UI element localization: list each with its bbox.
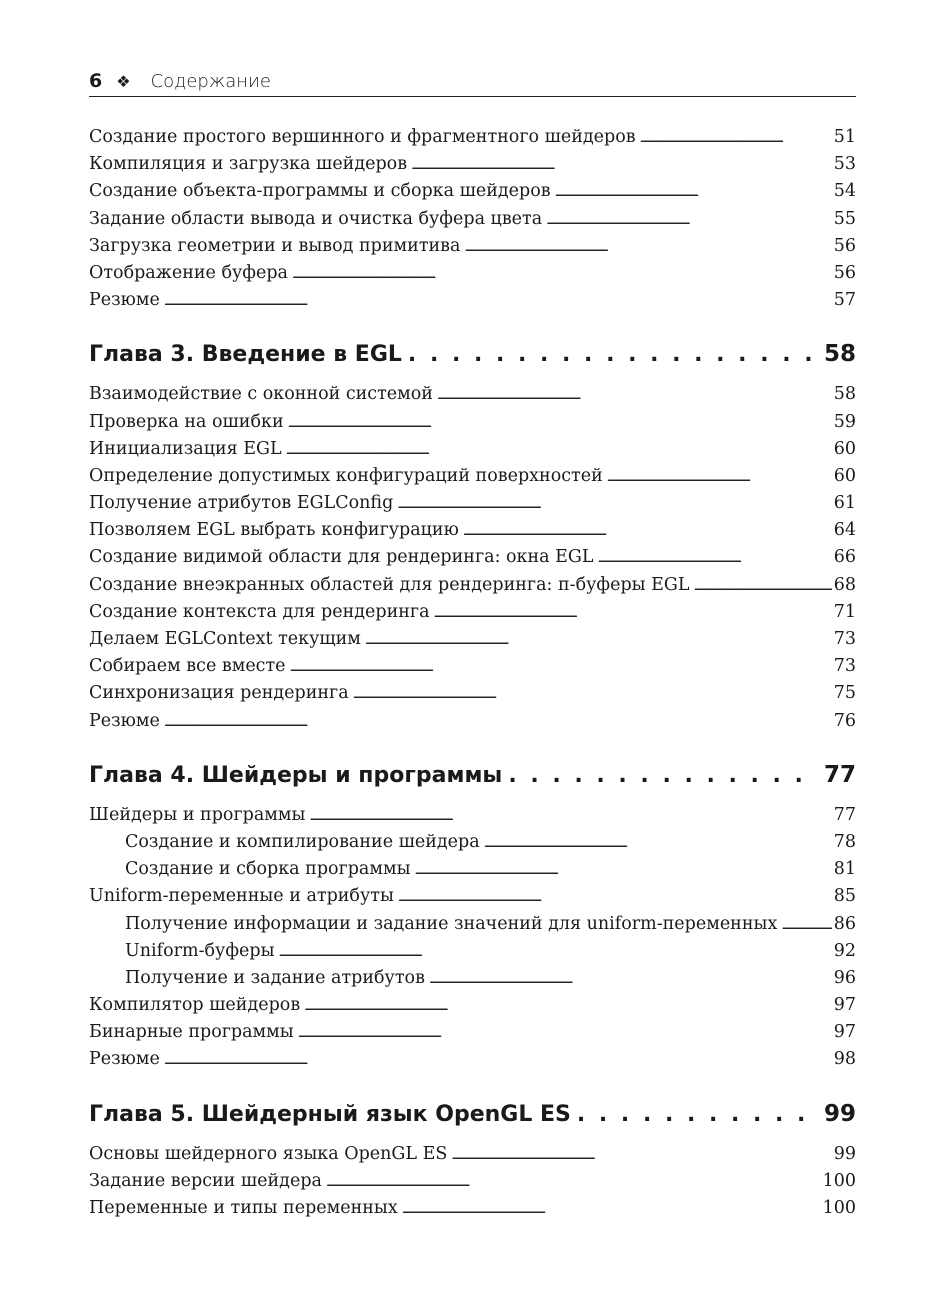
entry-title: Компилятор шейдеров xyxy=(89,995,301,1016)
toc-subentry xyxy=(89,965,856,992)
entry-title: Синхронизация рендеринга xyxy=(89,683,349,704)
entry-title: Создание внеэкранных областей для рендеринга: п-буферы EGL xyxy=(89,574,690,595)
entry-title: Собираем все вместе xyxy=(89,656,286,677)
toc-entry xyxy=(89,233,856,260)
page-number-ref: 78 xyxy=(833,831,856,852)
entry-title: Задание области вывода и очистка буфера цвета xyxy=(89,208,543,229)
dot-leader xyxy=(415,856,832,884)
page-number-ref: 56 xyxy=(833,262,856,283)
toc-entry xyxy=(89,517,856,544)
entry-title: Проверка на ошибки xyxy=(89,411,284,432)
toc-entry xyxy=(89,490,856,517)
page-number-ref: 86 xyxy=(833,913,856,934)
dot-leader xyxy=(164,287,832,315)
dot-leader xyxy=(164,1046,832,1074)
toc-entry xyxy=(89,1168,856,1195)
toc-entry xyxy=(89,572,856,599)
toc-entry xyxy=(89,680,856,707)
dot-leader xyxy=(398,883,832,911)
toc-entry xyxy=(89,708,856,735)
dot-leader xyxy=(464,233,831,261)
page-number-ref: 57 xyxy=(833,290,856,311)
entry-title: Переменные и типы переменных xyxy=(89,1198,398,1218)
page-number-ref: 68 xyxy=(833,574,856,595)
toc-subentry xyxy=(89,911,856,938)
dot-leader xyxy=(326,1168,821,1196)
dot-leader xyxy=(451,1141,831,1169)
page-number-ref: 99 xyxy=(833,1143,856,1164)
toc-entry xyxy=(89,1019,856,1046)
entry-title: Задание версии шейдера xyxy=(89,1170,322,1191)
dot-leader xyxy=(555,178,832,206)
dot-leader xyxy=(463,517,832,545)
dot-leader xyxy=(434,599,832,627)
page-number-ref: 92 xyxy=(833,940,856,961)
dot-leader xyxy=(286,436,832,464)
page-number-ref: 59 xyxy=(833,411,856,432)
dot-leader xyxy=(402,1195,821,1223)
entry-title: Uniform-переменные и атрибуты xyxy=(89,886,394,907)
dot-leader xyxy=(292,260,832,288)
page-number-ref: 98 xyxy=(833,1049,856,1070)
header-title: Содержание xyxy=(150,70,271,92)
page-number-ref: 53 xyxy=(833,154,856,175)
toc-entry xyxy=(89,1195,856,1222)
chapter-heading xyxy=(89,1099,856,1129)
page-number-ref: 76 xyxy=(833,710,856,731)
page-header xyxy=(89,66,856,97)
entry-title: Резюме xyxy=(89,290,160,311)
page-number-ref: 60 xyxy=(833,465,856,486)
toc-entry xyxy=(89,381,856,408)
entry-title: Загрузка геометрии и вывод примитива xyxy=(89,235,461,256)
entry-title: Создание контекста для рендеринга xyxy=(89,601,430,622)
page-number-ref: 55 xyxy=(833,208,856,229)
dot-leader xyxy=(279,938,832,966)
page-number-ref: 96 xyxy=(833,967,856,988)
entry-title: Uniform-буферы xyxy=(125,940,275,961)
chapter-title: Глава 5. Шейдерный язык OpenGL ES xyxy=(89,1101,571,1127)
dot-leader xyxy=(484,829,832,857)
entry-title: Создание простого вершинного и фрагментного шейдеров xyxy=(89,127,636,147)
entry-title: Делаем EGLContext текущим xyxy=(89,629,361,649)
entry-title: Инициализация EGL xyxy=(89,438,282,459)
page-number-ref: 73 xyxy=(833,656,856,677)
entry-title: Определение допустимых конфигураций поверхностей xyxy=(89,465,603,486)
dot-leader xyxy=(598,544,832,572)
toc-entry xyxy=(89,151,856,178)
dot-leader xyxy=(411,151,832,179)
page-number-ref: 71 xyxy=(833,601,856,622)
toc-entry xyxy=(89,626,856,653)
toc-entry xyxy=(89,124,856,151)
entry-title: Создание и компилирование шейдера xyxy=(125,831,480,852)
entry-title: Создание объекта-программы и сборка шейдеров xyxy=(89,181,551,202)
entry-title: Получение информации и задание значений для uniform-переменных xyxy=(125,913,778,934)
chapter-title: Глава 4. Шейдеры и программы xyxy=(89,762,503,788)
toc-subentry xyxy=(89,856,856,883)
chapter-heading xyxy=(89,339,856,369)
toc-entry xyxy=(89,599,856,626)
toc-subentry xyxy=(89,938,856,965)
entry-title: Получение и задание атрибутов xyxy=(125,967,425,988)
dot-leader xyxy=(694,572,832,600)
page-number-ref: 58 xyxy=(833,384,856,405)
dot-leader xyxy=(397,490,831,518)
dot-leader xyxy=(546,206,832,234)
dot-leader xyxy=(304,992,832,1020)
entry-title: Позволяем EGL выбрать конфигурацию xyxy=(89,520,459,541)
page-number-ref: 60 xyxy=(833,438,856,459)
page-number-ref: 97 xyxy=(833,1022,856,1043)
page-number-ref: 61 xyxy=(833,493,856,514)
toc-entry xyxy=(89,260,856,287)
toc-entry xyxy=(89,544,856,571)
toc-entry xyxy=(89,206,856,233)
toc-entry xyxy=(89,992,856,1019)
dot-leader xyxy=(408,340,814,370)
entry-title: Шейдеры и программы xyxy=(89,804,306,825)
page-number-ref: 54 xyxy=(833,181,856,202)
entry-title: Бинарные программы xyxy=(89,1022,294,1043)
dot-leader xyxy=(437,381,832,409)
page-number-ref: 56 xyxy=(833,235,856,256)
dot-leader xyxy=(640,124,832,152)
page-number-ref: 73 xyxy=(833,629,856,649)
page-number-ref: 100 xyxy=(822,1198,856,1218)
page-number-ref: 77 xyxy=(833,804,856,825)
page-number-ref: 51 xyxy=(833,127,856,147)
entry-title: Основы шейдерного языка OpenGL ES xyxy=(89,1143,448,1164)
toc-entry xyxy=(89,436,856,463)
ornament-icon: ❖ xyxy=(116,71,131,91)
chapter-title: Глава 3. Введение в EGL xyxy=(89,342,402,368)
page-number-ref: 99 xyxy=(823,1100,856,1127)
page-number: 6 xyxy=(89,70,103,92)
entry-title: Резюме xyxy=(89,1049,160,1070)
page-number-ref: 81 xyxy=(833,859,856,880)
dot-leader xyxy=(508,761,814,791)
chapter-heading xyxy=(89,760,856,790)
dot-leader xyxy=(288,409,832,437)
toc-entry xyxy=(89,178,856,205)
page-number-ref: 97 xyxy=(833,995,856,1016)
dot-leader xyxy=(309,802,831,830)
table-of-contents xyxy=(89,124,856,1222)
dot-leader xyxy=(607,463,832,491)
dot-leader xyxy=(577,1100,814,1130)
toc-entry xyxy=(89,1141,856,1168)
entry-title: Получение атрибутов EGLConfig xyxy=(89,493,394,514)
page-number-ref: 100 xyxy=(822,1170,856,1191)
entry-title: Отображение буфера xyxy=(89,262,288,283)
entry-title: Компиляция и загрузка шейдеров xyxy=(89,154,408,175)
toc-subentry xyxy=(89,829,856,856)
entry-title: Взаимодействие с оконной системой xyxy=(89,384,433,405)
page-number-ref: 77 xyxy=(823,761,856,788)
dot-leader xyxy=(164,708,832,736)
toc-entry xyxy=(89,802,856,829)
toc-entry xyxy=(89,653,856,680)
dot-leader xyxy=(365,626,832,654)
dot-leader xyxy=(298,1019,832,1047)
page-number-ref: 75 xyxy=(833,683,856,704)
dot-leader xyxy=(290,653,832,681)
page-number-ref: 58 xyxy=(823,341,856,368)
entry-title: Создание и сборка программы xyxy=(125,859,411,880)
page-number-ref: 64 xyxy=(833,520,856,541)
toc-entry xyxy=(89,287,856,314)
page-number-ref: 85 xyxy=(833,886,856,907)
dot-leader xyxy=(781,911,831,939)
dot-leader xyxy=(353,680,832,708)
toc-entry xyxy=(89,463,856,490)
toc-entry xyxy=(89,409,856,436)
entry-title: Резюме xyxy=(89,710,160,731)
page-number-ref: 66 xyxy=(833,547,856,568)
toc-entry xyxy=(89,883,856,910)
dot-leader xyxy=(429,965,832,993)
entry-title: Создание видимой области для рендеринга: окна EGL xyxy=(89,547,594,568)
toc-entry xyxy=(89,1046,856,1073)
